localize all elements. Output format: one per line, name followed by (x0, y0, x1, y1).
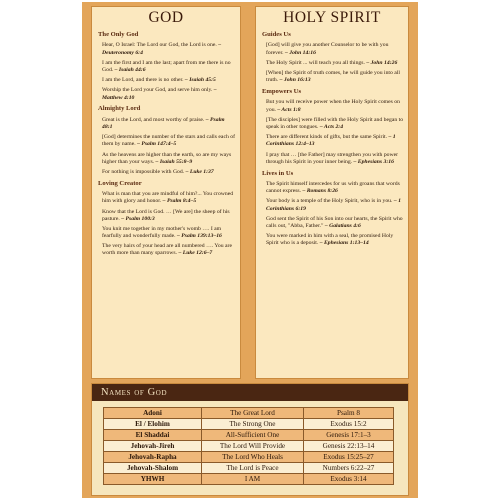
verse-reference: – Psalm 139:13–16 (177, 233, 222, 240)
verse-entry (92, 168, 240, 178)
verse-text: Worship the Lord your God, and serve him only. (102, 87, 213, 94)
verse-text: Hear, O Israel: The Lord our God, the Lord is one. (102, 42, 217, 49)
names-of-god-header: Names of God (92, 384, 408, 401)
section-heading: The Only God (98, 31, 139, 38)
verse-text: [When] the Spirit of truth comes, he will guide you into all truth. (266, 69, 400, 84)
verse-text: Your body is a temple of the Holy Spirit, who is in you. (266, 198, 393, 205)
meaning-cell: The Lord is Peace (202, 463, 304, 474)
verse-text: [The disciples] were filled with the Holy Spirit and began to speak in other tongues. (266, 116, 404, 130)
verse-reference: – Isaiah 45:5 (184, 77, 216, 84)
verse-text: I am the Lord, and there is no other. (102, 77, 184, 84)
name-cell: El / Elohim (104, 419, 202, 430)
verse-entry (92, 242, 240, 259)
section-heading: Lives in Us (262, 169, 294, 177)
verse-entry (256, 41, 408, 58)
verse-reference: – John 14:26 (366, 59, 398, 66)
verse-text: The Spirit himself intercedes for us with groans that words cannot express. (266, 180, 400, 195)
verse-reference: – Acts 1:8 (277, 106, 301, 113)
verse-reference: – Luke 12:6–7 (178, 250, 213, 257)
verse-text: What is man that you are mindful of him?... You crowned him with glory and honor. (102, 191, 234, 205)
verse-reference: – John 14:16 (284, 49, 316, 56)
verse-reference: – Psalm 48:1 (102, 116, 225, 130)
verse-entry (92, 76, 240, 86)
table-row (104, 430, 394, 441)
verse-reference: – Ephesians 3:16 (353, 158, 394, 165)
names-of-god-box (91, 383, 409, 496)
verse-entry (256, 232, 408, 249)
reference-cell: Psalm 8 (304, 408, 394, 419)
verse-entry (92, 207, 240, 224)
verse-entry (256, 150, 408, 167)
god-column-title: GOD (148, 9, 184, 26)
reference-cell: Exodus 15:25–27 (304, 452, 394, 463)
verse-text: God sent the Spirit of his Son into our hearts, the Spirit who calls out, "Abba, Father." (266, 215, 403, 229)
verse-reference: – Isaiah 55:8–9 (155, 158, 193, 165)
reference-cell: Exodus 15:2 (304, 419, 394, 430)
reference-cell: Numbers 6:22–27 (304, 463, 394, 474)
verse-text: Great is the Lord, and most worthy of praise. (102, 116, 205, 123)
verse-text: You knit me together in my mother's womb …. I am fearfully and wonderfully made. (102, 225, 222, 240)
verse-text: The Holy Spirit ... will teach you all things. (266, 59, 365, 66)
god-sections (92, 29, 240, 259)
section-heading: Almighty Lord (98, 105, 141, 113)
study-card (82, 2, 418, 498)
verse-entry (92, 190, 240, 207)
table-row (104, 441, 394, 452)
verse-reference: – Matthew 4:10 (102, 87, 217, 101)
verse-entry (92, 41, 240, 58)
name-cell: YHWH (104, 474, 202, 485)
verse-entry (92, 133, 240, 150)
verse-entry (256, 98, 408, 115)
verse-text: But you will receive power when the Holy Spirit comes on you. (266, 99, 400, 113)
meaning-cell: The Great Lord (202, 408, 304, 419)
holy-spirit-column-title: HOLY SPIRIT (283, 9, 381, 26)
name-cell: Adoni (104, 408, 202, 419)
holy-spirit-sections (256, 29, 408, 249)
meaning-cell: I AM (202, 474, 304, 485)
verse-reference: – Galatians 4:6 (324, 222, 361, 229)
verse-entry (92, 58, 240, 75)
table-row (104, 463, 394, 474)
verse-entry (256, 197, 408, 214)
verse-entry (92, 115, 240, 132)
verse-reference: – Psalm 147:4–5 (137, 141, 177, 148)
name-cell: Jehovah-Shalom (104, 463, 202, 474)
verse-entry (92, 86, 240, 103)
section-heading: Empowers Us (262, 87, 302, 95)
verse-reference: – Ephesians 1:13–14 (319, 240, 369, 247)
verse-entry (256, 69, 408, 86)
meaning-cell: The Lord Will Provide (202, 441, 304, 452)
verse-reference: – Romans 8:26 (302, 188, 338, 195)
table-row (104, 419, 394, 430)
verse-text: [God] determines the number of the stars and calls each of them by name. (102, 134, 235, 148)
name-cell: Jehovah-Jireh (104, 441, 202, 452)
verse-reference: – Isaiah 44:6 (114, 66, 146, 73)
verse-reference: – John 16:13 (279, 77, 311, 84)
reference-cell: Genesis 17:1–3 (304, 430, 394, 441)
verse-reference: – Psalm 100:3 (121, 215, 155, 222)
verse-text: As the heavens are higher than the earth, so are my ways higher than your ways. (102, 151, 232, 165)
verse-text: You were marked in him with a seal, the promised Holy Spirit who is a deposit. (266, 233, 394, 247)
verse-text: [God] will give you another Counselor to be with you forever. (266, 42, 389, 56)
reference-cell: Genesis 22:13–14 (304, 441, 394, 452)
names-of-god-table (103, 407, 394, 485)
verse-reference: – Deuteronomy 6:4 (102, 42, 222, 56)
table-row (104, 452, 394, 463)
holy-spirit-column (255, 6, 409, 379)
verse-text: I am the first and I am the last; apart from me there is no God. (102, 59, 231, 73)
reference-cell: Exodus 3:14 (304, 474, 394, 485)
god-column (91, 6, 241, 379)
name-cell: El Shaddai (104, 430, 202, 441)
verse-entry (256, 214, 408, 231)
verse-text: Know that the Lord is God. … [We are] the sheep of his pasture. (102, 208, 230, 222)
verse-entry (92, 150, 240, 167)
verse-entry (256, 115, 408, 132)
verse-reference: – Acts 2:4 (319, 123, 344, 130)
verse-reference: – Psalm 8:4–5 (162, 198, 197, 205)
section-heading: Loving Creator (98, 179, 142, 187)
verse-text: The very hairs of your head are all numbered …. You are worth more than many sparrows. (102, 243, 232, 257)
name-cell: Jehovah-Rapha (104, 452, 202, 463)
verse-text: I pray that … [the Father] may strengthen you with power through his Spirit in your inner being. (266, 151, 399, 165)
table-row (104, 474, 394, 485)
meaning-cell: The Strong One (202, 419, 304, 430)
verse-reference: – Luke 1:37 (185, 168, 214, 175)
verse-text: There are different kinds of gifts, but the same Spirit. (266, 134, 388, 141)
verse-reference: – 1 Corinthians 12:4–13 (266, 134, 396, 148)
verse-text: For nothing is impossible with God. (102, 168, 185, 175)
table-row (104, 408, 394, 419)
meaning-cell: All-Sufficient One (202, 430, 304, 441)
verse-entry (92, 225, 240, 242)
verse-reference: – 1 Corinthians 6:19 (266, 198, 401, 212)
section-heading: Guides Us (262, 31, 291, 38)
meaning-cell: The Lord Who Heals (202, 452, 304, 463)
verse-entry (256, 133, 408, 150)
verse-entry (256, 58, 408, 68)
verse-entry (256, 180, 408, 197)
